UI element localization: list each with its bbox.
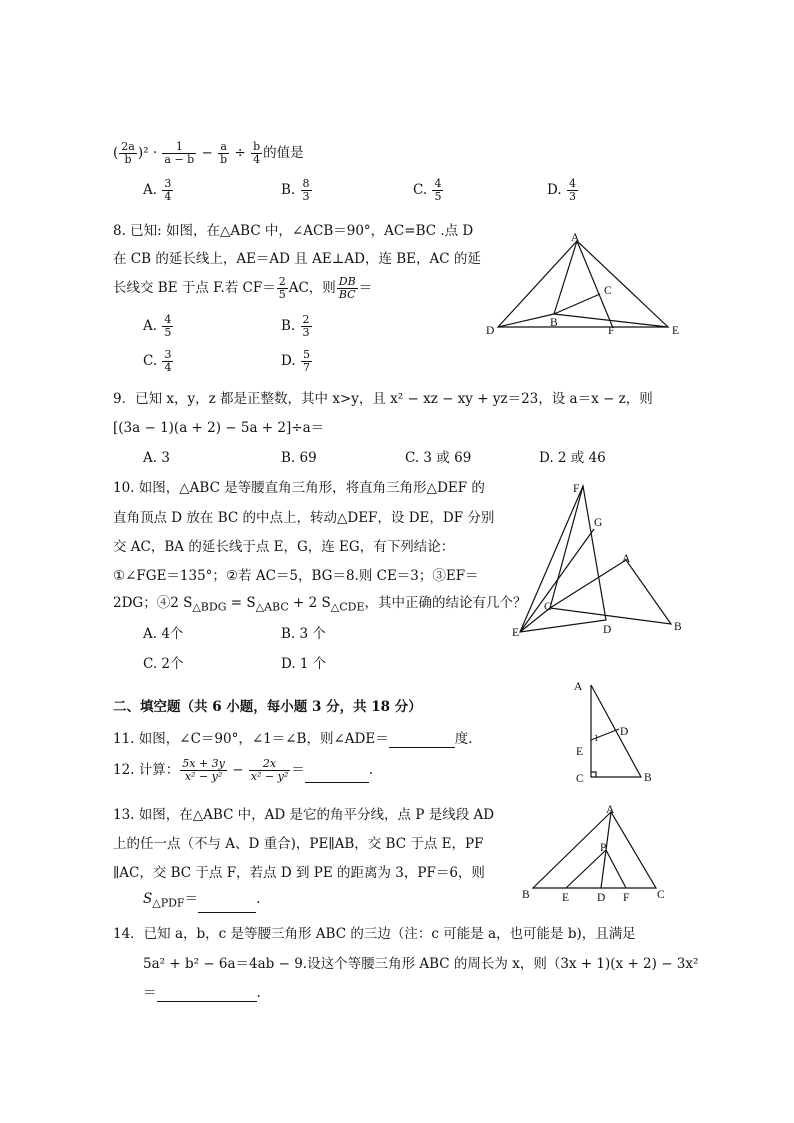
q14-line2: 5a² + b² − 6a＝4ab − 9.设这个等腰三角形 ABC 的周长为 x，则（3x + 1)(x + 2) − 3x² (143, 956, 699, 972)
q10-option-b: B. 3 个 (281, 626, 326, 642)
q13-line3: ∥AC，交 BC 于点 F，若点 D 到 PE 的距离为 3，PF＝6，则 (113, 865, 485, 881)
q10-label-e: E (512, 627, 520, 639)
q11-label-d: D (620, 726, 629, 738)
q11-label-a: A (574, 681, 583, 693)
q14-answer-blank[interactable] (157, 987, 257, 1002)
q10-line5: 2DG；④2 $S_{\triangle BDG} = S_{\triangle ABC} + 2$ $S_{\triangle CDE}$，其中正确的结论有几个？ (113, 595, 527, 614)
q10-triangle-abc (550, 560, 671, 624)
q8-option-b: B. $\frac{2}{3}$ (281, 313, 310, 339)
q8-segment-db (498, 314, 554, 327)
q14-line1: 14．已知 a，b，c 是等腰三角形 ABC 的三边（注：c 可能是 a，也可能是 b)，且满足 (113, 926, 636, 942)
q7-square: )² · (137, 145, 158, 161)
q7-frac1: $\frac{2a}{b}$ (121, 140, 135, 166)
q9-option-a: A. 3 (143, 450, 170, 466)
q10-line3: 交 AC，BA 的延长线于点 E，G，连 EG，有下列结论： (113, 539, 455, 555)
q11-triangle (591, 685, 641, 777)
q8-triangle-ade (498, 241, 668, 327)
q10-label-c: C (544, 601, 552, 613)
q8-label-a: A (571, 232, 580, 244)
q13-line1: 13. 如图，在△ABC 中，AD 是它的角平分线，点 P 是线段 AD (113, 807, 495, 823)
q7-option-c: C. $\frac{4}{5}$ (413, 177, 442, 203)
q8-segment-ab (554, 241, 577, 314)
q11-right-angle-c (591, 772, 596, 777)
q8-option-c: C. $\frac{3}{4}$ (143, 348, 172, 374)
q10-label-a: A (622, 553, 631, 565)
q13-triangle-abc (533, 812, 656, 888)
q8-label-f: F (608, 325, 615, 337)
q13-answer-line: $S_{\triangle PDF}=$ . (143, 890, 260, 913)
q13-label-d: D (597, 892, 606, 903)
q8-option-d: D. $\frac{5}{7}$ (281, 348, 310, 374)
q13-label-a: A (606, 804, 615, 816)
q10-figure (508, 478, 698, 640)
q13-segment-pe (566, 850, 606, 888)
q8-label-b: B (550, 317, 558, 329)
q7-frac3: $\frac{a}{b}$ (220, 140, 228, 166)
q11-label-e: E (576, 746, 584, 758)
q10-label-g: G (594, 517, 603, 529)
q7-frac2: $\frac{1}{a - b}$ (164, 140, 195, 166)
q9-option-d: D. 2 或 46 (539, 450, 606, 466)
q9-line1: 9．已知 x，y，z 都是正整数，其中 x>y，且 x² − xz − xy + yz＝23，设 a＝x − z，则 (113, 391, 653, 407)
q7-expression: ( $\frac{2a}{b}$ )² · $\frac{1}{a - b}$ − $\frac{a}{b}$ ÷ $\frac{b}{4}$ 的值是 (113, 140, 304, 166)
q10-line2: 直角顶点 D 放在 BC 的中点上，转动△DEF，设 DE，DF 分别 (113, 510, 495, 526)
q9-option-c: C. 3 或 69 (405, 450, 472, 466)
q13-label-e: E (562, 892, 570, 903)
q10-line4: ①∠FGE＝135°；②若 AC＝5，BG＝8.则 CE＝3；③EF＝ (113, 568, 479, 584)
q8-option-a: A. $\frac{4}{5}$ (143, 313, 172, 339)
q8-label-c: C (604, 285, 612, 297)
q7-paren: ( (113, 145, 119, 161)
q8-label-d: D (486, 325, 495, 337)
q7-option-b: B. $\frac{8}{3}$ (281, 177, 310, 203)
q10-option-a: A. 4个 (143, 626, 184, 642)
q13-label-b: B (522, 889, 530, 901)
q8-figure (480, 228, 690, 343)
q10-option-c: C. 2个 (143, 656, 184, 672)
q11-label-1: 1 (594, 733, 599, 743)
q13-label-p: P (600, 842, 607, 854)
q10-label-f: F (573, 483, 580, 495)
q7-frac4: $\frac{b}{4}$ (253, 140, 261, 166)
q11-label-b: B (644, 772, 652, 784)
q11-answer-blank[interactable] (389, 733, 455, 748)
q11-label-c: C (576, 773, 584, 785)
q7-option-a: A. $\frac{3}{4}$ (143, 177, 172, 203)
q13-segment-pf (606, 850, 626, 888)
q14-line3: ＝ . (143, 985, 261, 1001)
q11-figure (568, 677, 668, 787)
section2-title: 二、填空题（共 6 小题，每小题 3 分，共 18 分） (113, 699, 422, 715)
q8-label-e: E (672, 325, 680, 337)
q13-label-f: F (623, 892, 630, 903)
q13-figure (516, 800, 672, 903)
q8-line3: 长线交 BE 于点 F.若 CF＝ $\frac{2}{5}$ AC，则 $\frac{DB}{BC}$ ＝ (113, 275, 373, 301)
q8-segment-bc (554, 294, 600, 314)
q10-label-b: B (674, 621, 682, 633)
q7-option-d: D. $\frac{4}{3}$ (547, 177, 576, 203)
q11-text: 11. 如图，∠C＝90°，∠1＝∠B，则∠ADE＝ 度. (113, 731, 473, 747)
q12-expression: 12. 计算： $\frac{5x + 3y}{\text{x² − y²}}$ − $\frac{2x}{\text{x² − y²}}$ ＝ . (113, 757, 374, 783)
q8-line2: 在 CB 的延长线上，AE＝AD 且 AE⊥AD，连 BE，AC 的延 (113, 251, 481, 267)
q13-line2: 上的任一点（不与 A、D 重合)，PE∥AB，交 BC 于点 E，PF (113, 836, 484, 852)
q8-line1: 8. 已知: 如图，在△ABC 中，∠ACB＝90°，AC=BC .点 D (113, 223, 474, 239)
q10-label-d: D (603, 624, 612, 636)
q13-label-c: C (657, 889, 665, 901)
q10-line1: 10. 如图，△ABC 是等腰直角三角形，将直角三角形△DEF 的 (113, 480, 485, 496)
q12-answer-blank[interactable] (305, 768, 369, 783)
q9-option-b: B. 69 (281, 450, 317, 466)
q13-answer-blank[interactable] (198, 898, 256, 913)
q9-line2: [(3a − 1)(a + 2) − 5a + 2]÷a＝ (113, 420, 325, 436)
q10-option-d: D. 1 个 (281, 656, 327, 672)
